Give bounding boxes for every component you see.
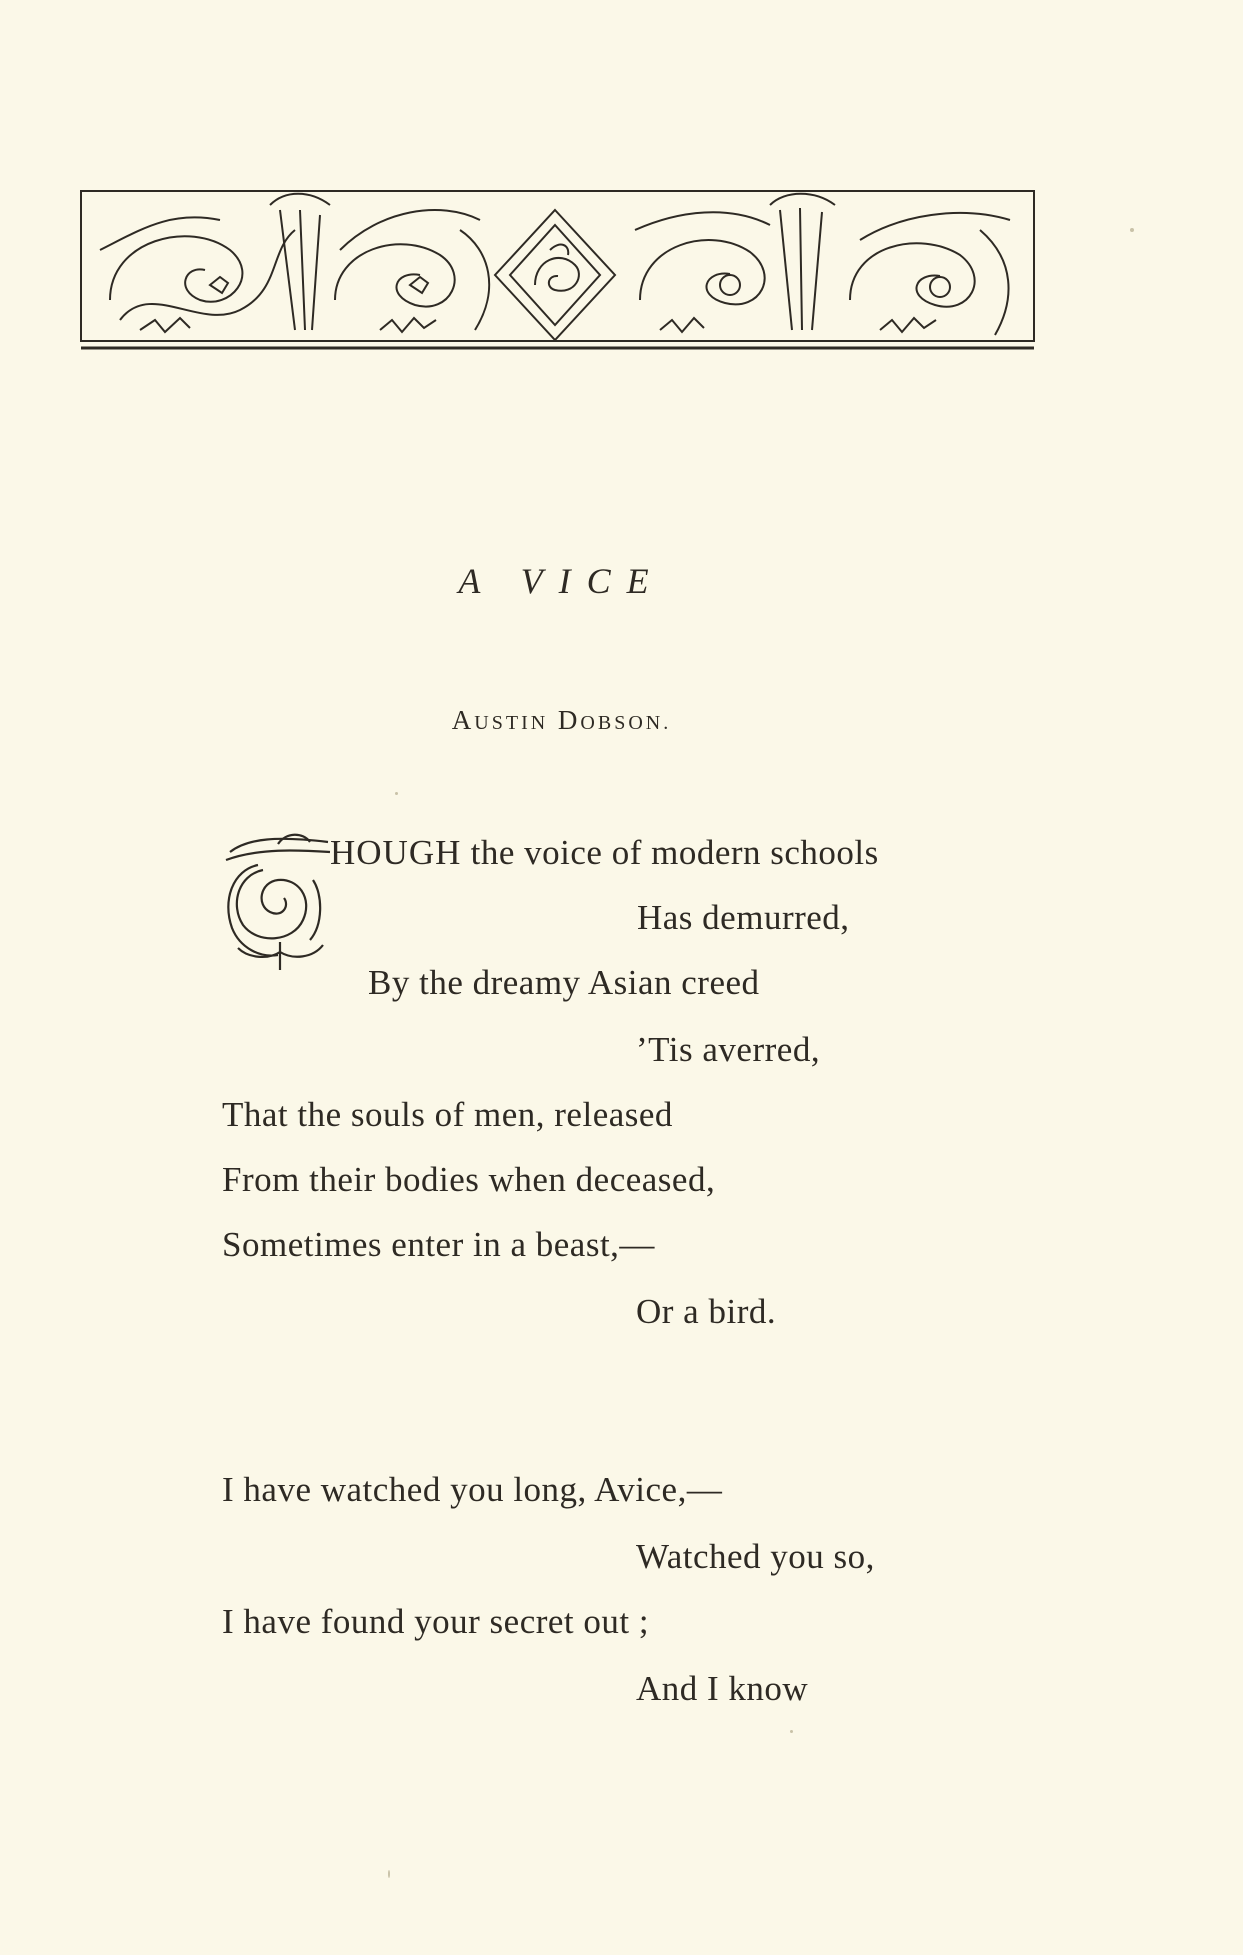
poem-title: A VICE [458, 561, 665, 601]
stanza2-line1: I have watched you long, Avice,— [222, 1470, 723, 1509]
author-initial-2: D [557, 705, 581, 735]
stanza1-line1 [330, 833, 879, 873]
author-rest-1: USTIN [474, 712, 549, 734]
line1-rest: the voice of modern schools [461, 833, 879, 872]
paper-speck [395, 792, 398, 795]
poem-author [0, 705, 1123, 736]
stanza1-line2: Has demurred, [637, 898, 850, 937]
stanza1-line3: By the dreamy Asian creed [368, 963, 760, 1002]
stanza2-line3: I have found your secret out ; [222, 1602, 650, 1641]
stanza2-line4: And I know [636, 1669, 809, 1708]
paper-speck [1130, 228, 1134, 232]
paper-speck [388, 1870, 390, 1878]
stanza1-line5: That the souls of men, released [222, 1095, 673, 1134]
stanza1-line4: ’Tis averred, [636, 1030, 821, 1069]
paper-speck [790, 1730, 793, 1733]
decorated-initial-t-icon [218, 830, 336, 970]
stanza1-line7: Sometimes enter in a beast,— [222, 1225, 655, 1264]
author-initial-1: A [451, 705, 475, 735]
stanza1-line8: Or a bird. [636, 1292, 777, 1331]
stanza1-line6: From their bodies when deceased, [222, 1160, 716, 1199]
line1-caps: HOUGH [330, 833, 462, 872]
stanza2-line2: Watched you so, [636, 1537, 875, 1576]
ornamental-headpiece-icon [80, 190, 1035, 350]
author-rest-2: OBSON. [580, 712, 672, 734]
